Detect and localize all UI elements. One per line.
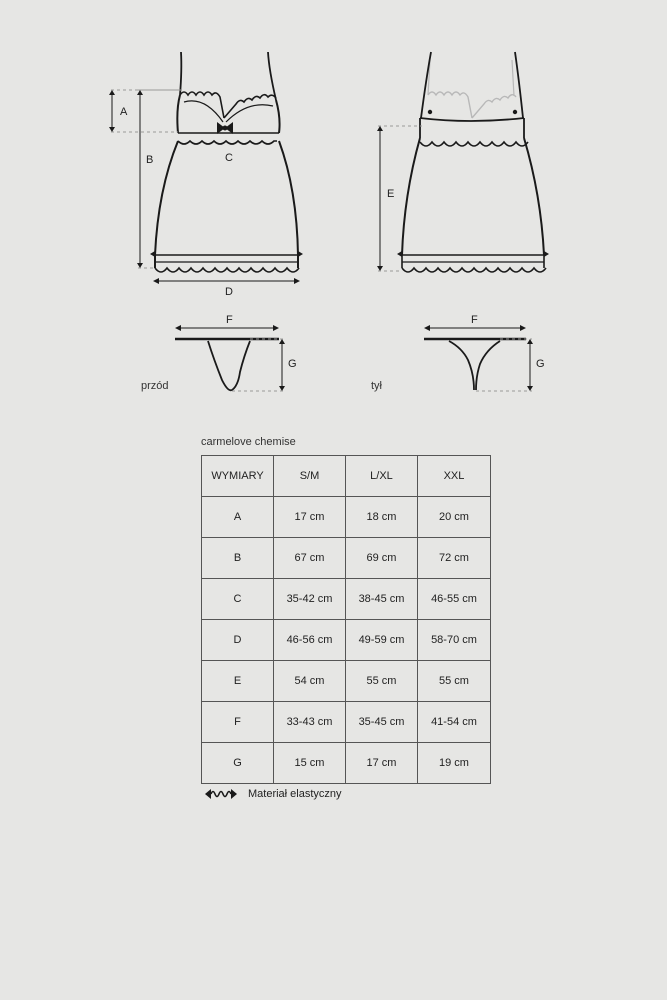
table-cell: 46-56 cm bbox=[274, 620, 346, 661]
chemise-back bbox=[402, 52, 546, 272]
table-cell: 55 cm bbox=[418, 661, 491, 702]
table-cell: 19 cm bbox=[418, 743, 491, 784]
dimension-b bbox=[137, 90, 182, 268]
table-row bbox=[202, 620, 491, 661]
legend-text: Materiał elastyczny bbox=[248, 788, 342, 800]
table-row bbox=[202, 538, 491, 579]
caption-front: przód bbox=[141, 380, 169, 392]
table-row bbox=[202, 579, 491, 620]
row-label: F bbox=[202, 702, 274, 743]
header-size-lxl: L/XL bbox=[346, 456, 418, 497]
size-table bbox=[201, 455, 491, 784]
legend bbox=[204, 788, 342, 800]
row-label: G bbox=[202, 743, 274, 784]
table-cell: 17 cm bbox=[274, 497, 346, 538]
table-cell: 20 cm bbox=[418, 497, 491, 538]
dimension-g-back bbox=[476, 339, 533, 391]
thong-back bbox=[424, 339, 526, 390]
elastic-arrows-icon bbox=[204, 788, 238, 800]
table-cell: 41-54 cm bbox=[418, 702, 491, 743]
label-e: E bbox=[387, 188, 395, 200]
table-row bbox=[202, 661, 491, 702]
table-cell: 67 cm bbox=[274, 538, 346, 579]
row-label: A bbox=[202, 497, 274, 538]
row-label: C bbox=[202, 579, 274, 620]
label-a: A bbox=[120, 106, 128, 118]
row-label: B bbox=[202, 538, 274, 579]
row-label: D bbox=[202, 620, 274, 661]
header-dimensions: WYMIARY bbox=[202, 456, 274, 497]
thong-front bbox=[175, 339, 279, 390]
header-size-sm: S/M bbox=[274, 456, 346, 497]
table-cell: 35-42 cm bbox=[274, 579, 346, 620]
header-size-xxl: XXL bbox=[418, 456, 491, 497]
table-cell: 55 cm bbox=[346, 661, 418, 702]
table-cell: 58-70 cm bbox=[418, 620, 491, 661]
table-row bbox=[202, 743, 491, 784]
table-cell: 69 cm bbox=[346, 538, 418, 579]
label-b: B bbox=[146, 154, 154, 166]
table-cell: 38-45 cm bbox=[346, 579, 418, 620]
table-cell: 17 cm bbox=[346, 743, 418, 784]
caption-back: tył bbox=[371, 380, 382, 392]
table-header-row bbox=[202, 456, 491, 497]
dimension-e bbox=[377, 126, 422, 271]
table-title: carmelove chemise bbox=[201, 436, 296, 448]
table-cell: 35-45 cm bbox=[346, 702, 418, 743]
table-cell: 72 cm bbox=[418, 538, 491, 579]
dimension-d bbox=[153, 278, 300, 284]
label-f-front: F bbox=[226, 314, 233, 326]
table-cell: 46-55 cm bbox=[418, 579, 491, 620]
label-g-back: G bbox=[536, 358, 545, 370]
row-label: E bbox=[202, 661, 274, 702]
table-cell: 49-59 cm bbox=[346, 620, 418, 661]
label-f-back: F bbox=[471, 314, 478, 326]
label-g-front: G bbox=[288, 358, 297, 370]
table-cell: 33-43 cm bbox=[274, 702, 346, 743]
label-d: D bbox=[225, 286, 233, 298]
table-row bbox=[202, 702, 491, 743]
table-cell: 15 cm bbox=[274, 743, 346, 784]
label-c: C bbox=[225, 152, 233, 164]
table-cell: 54 cm bbox=[274, 661, 346, 702]
dimension-g-front bbox=[232, 339, 285, 391]
table-cell: 18 cm bbox=[346, 497, 418, 538]
table-row bbox=[202, 497, 491, 538]
